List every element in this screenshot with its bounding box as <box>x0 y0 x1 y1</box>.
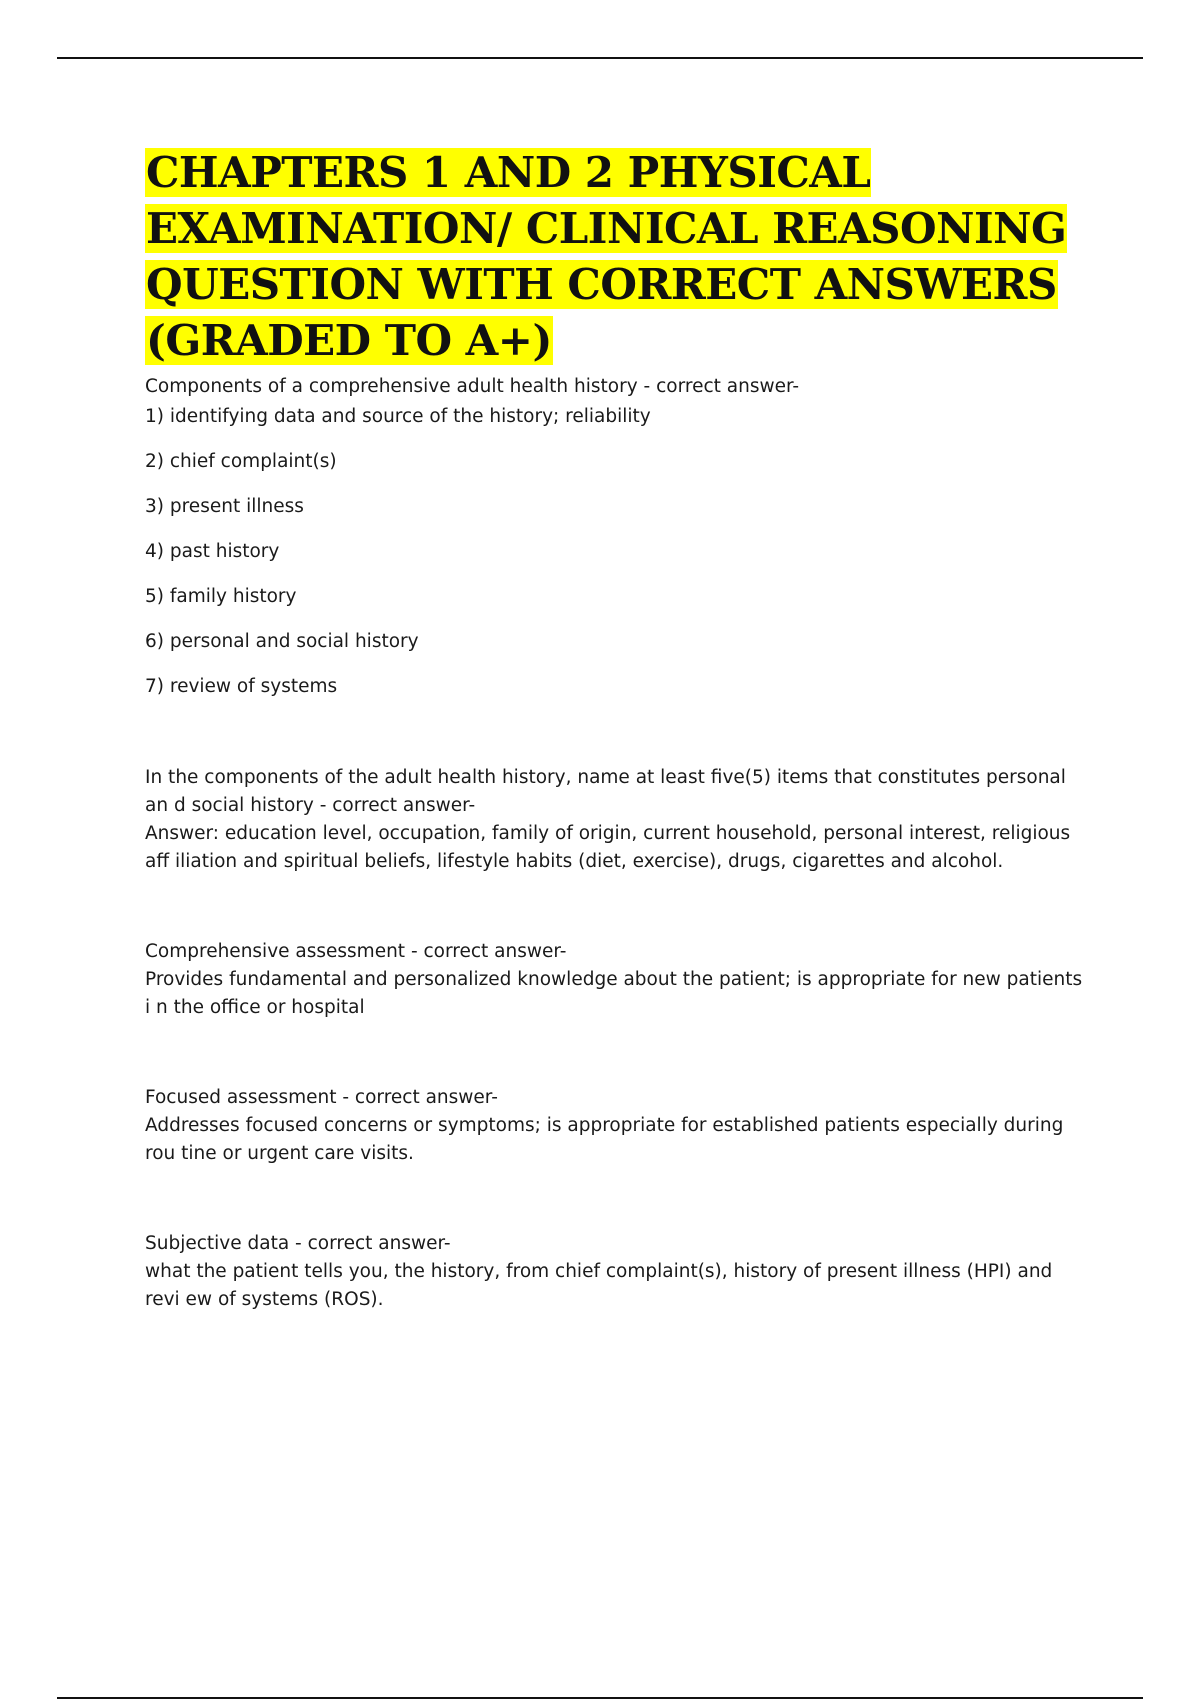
footer-rule <box>57 1697 1143 1699</box>
list-item: 6) personal and social history <box>145 631 419 652</box>
highlighted-title-text: CHAPTERS 1 AND 2 PHYSICAL EXAMINATION/ CLINICAL REASONING QUESTION WITH CORRECT ANSWERS (GRADED TO A+) <box>146 148 1067 365</box>
header-rule <box>57 57 1143 59</box>
document-title <box>145 145 1090 369</box>
answer-text: Answer: education level, occupation, family of origin, current household, personal interest, religious aff iliation and spiritual beliefs, lifestyle habits (diet, exercise), drugs, cigarettes and alcohol. <box>145 823 1071 872</box>
components-list <box>145 403 1090 701</box>
list-item: 3) present illness <box>145 496 304 517</box>
question-text: Comprehensive assessment - correct answer- <box>145 941 567 962</box>
qa-block-focused-assessment <box>145 1084 1090 1168</box>
list-item: 5) family history <box>145 586 297 607</box>
question-text: Subjective data - correct answer- <box>145 1233 451 1254</box>
list-item: 1) identifying data and source of the history; reliability <box>145 406 651 427</box>
question-text: Focused assessment - correct answer- <box>145 1087 498 1108</box>
qa-block-personal-social-history <box>145 764 1090 876</box>
list-item: 4) past history <box>145 541 280 562</box>
question-text: Components of a comprehensive adult health history - correct answer- <box>145 376 800 397</box>
answer-text: Provides fundamental and personalized knowledge about the patient; is appropriate for new patients i n the office or hospital <box>145 969 1083 1018</box>
list-item: 7) review of systems <box>145 676 338 697</box>
question-text: In the components of the adult health history, name at least five(5) items that constitutes personal an d social history - correct answer- <box>145 767 1066 816</box>
answer-text: what the patient tells you, the history, from chief complaint(s), history of present illness (HPI) and revi ew of systems (ROS). <box>145 1261 1053 1310</box>
list-item: 2) chief complaint(s) <box>145 451 337 472</box>
qa-block-subjective-data <box>145 1230 1090 1314</box>
qa-block-comprehensive-assessment <box>145 938 1090 1022</box>
health-history-components-block <box>145 373 1090 701</box>
answer-text: Addresses focused concerns or symptoms; is appropriate for established patients especially during rou tine or urgent care visits. <box>145 1115 1064 1164</box>
document-body <box>145 145 1090 1314</box>
